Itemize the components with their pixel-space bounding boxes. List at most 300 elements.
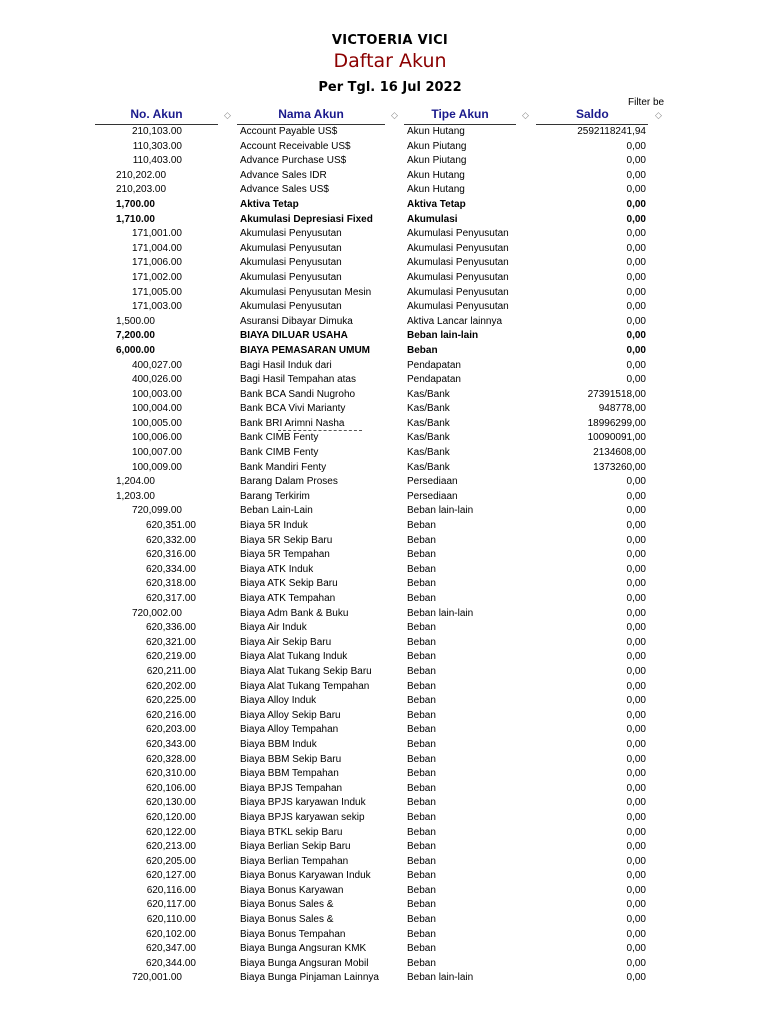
account-balance: 0,00 — [626, 768, 646, 780]
account-number: 620,213.00 — [145, 841, 196, 853]
account-name: Biaya BTKL sekip Baru — [240, 826, 343, 838]
account-number: 620,219.00 — [145, 651, 196, 663]
account-name: Biaya 5R Induk — [240, 520, 308, 532]
account-balance: 2134608,00 — [593, 447, 646, 459]
account-type: Beban — [407, 651, 436, 663]
account-type: Beban — [407, 884, 436, 896]
account-type: Beban — [407, 928, 436, 940]
account-name: Biaya Bonus Karyawan Induk — [240, 870, 371, 882]
table-row[interactable] — [0, 227, 768, 242]
account-type: Kas/Bank — [407, 447, 450, 459]
account-balance: 0,00 — [626, 578, 646, 590]
table-row[interactable] — [0, 154, 768, 169]
table-row[interactable] — [0, 592, 768, 607]
table-row[interactable] — [0, 183, 768, 198]
table-row[interactable] — [0, 504, 768, 519]
account-number: 400,027.00 — [131, 359, 182, 371]
account-balance: 0,00 — [626, 505, 646, 517]
table-row[interactable] — [0, 971, 768, 986]
account-balance: 0,00 — [626, 563, 646, 575]
account-type: Beban — [407, 593, 436, 604]
account-type: Beban — [407, 738, 436, 750]
account-type: Beban — [407, 943, 436, 955]
account-number: 620,122.00 — [145, 826, 196, 838]
account-number: 171,002.00 — [131, 271, 182, 283]
account-balance: 1373260,00 — [593, 461, 646, 473]
account-number: 620,310.00 — [145, 768, 196, 780]
account-number: 400,026.00 — [131, 374, 182, 386]
account-number: 171,003.00 — [131, 301, 182, 313]
account-balance: 0,00 — [626, 841, 646, 853]
account-number: 720,099.00 — [131, 505, 182, 517]
table-row[interactable] — [0, 753, 768, 768]
account-number: 1,700.00 — [116, 198, 155, 210]
account-name: Asuransi Dibayar Dimuka — [240, 315, 353, 327]
account-name: Biaya ATK Tempahan — [240, 593, 336, 604]
column-header-saldo-label: Saldo — [576, 107, 609, 121]
account-type: Akun Hutang — [407, 184, 465, 196]
table-row[interactable] — [0, 329, 768, 344]
account-name: Biaya 5R Tempahan — [240, 549, 330, 561]
table-row[interactable] — [0, 417, 768, 432]
account-balance: 0,00 — [626, 622, 646, 634]
account-type: Kas/Bank — [407, 403, 450, 415]
account-type: Beban — [407, 914, 436, 926]
account-balance: 0,00 — [626, 738, 646, 750]
table-row[interactable] — [0, 942, 768, 957]
account-name: Biaya Alloy Induk — [240, 695, 317, 707]
account-name: Akumulasi Penyusutan — [240, 242, 342, 254]
account-balance: 0,00 — [626, 972, 646, 984]
account-name: Bank CIMB Fenty — [240, 447, 319, 459]
account-type: Beban — [407, 826, 436, 838]
account-type: Beban — [407, 549, 436, 561]
account-number: 100,006.00 — [131, 432, 182, 444]
table-row[interactable] — [0, 286, 768, 301]
account-balance: 0,00 — [626, 534, 646, 546]
column-header-no-akun[interactable] — [95, 107, 218, 125]
account-balance: 0,00 — [626, 257, 646, 269]
account-name: Account Payable US$ — [240, 126, 338, 137]
account-number: 620,202.00 — [145, 680, 196, 692]
account-balance: 0,00 — [626, 884, 646, 896]
table-row[interactable] — [0, 169, 768, 184]
account-number: 100,005.00 — [131, 417, 182, 429]
table-row[interactable] — [0, 534, 768, 549]
column-header-tipe-akun[interactable] — [404, 107, 516, 125]
account-type: Beban — [407, 841, 436, 853]
table-row[interactable] — [0, 826, 768, 841]
account-name: BIAYA DILUAR USAHA — [240, 330, 348, 342]
account-number: 620,328.00 — [145, 753, 196, 765]
account-number: 620,344.00 — [145, 957, 196, 969]
account-balance: 0,00 — [626, 155, 646, 167]
account-number: 620,216.00 — [145, 709, 196, 721]
account-type: Kas/Bank — [407, 388, 450, 400]
account-number: 620,318.00 — [145, 578, 196, 590]
account-type: Kas/Bank — [407, 461, 450, 473]
account-balance: 0,00 — [626, 140, 646, 152]
table-row[interactable] — [0, 869, 768, 884]
account-balance: 0,00 — [626, 943, 646, 955]
account-balance: 948778,00 — [598, 403, 646, 415]
account-number: 100,004.00 — [131, 403, 182, 415]
account-balance: 0,00 — [626, 797, 646, 809]
account-number: 620,317.00 — [145, 593, 196, 604]
account-name: Advance Purchase US$ — [240, 155, 347, 167]
account-number: 100,007.00 — [131, 447, 182, 459]
table-row[interactable] — [0, 680, 768, 695]
account-number: 1,710.00 — [116, 213, 155, 225]
account-balance: 0,00 — [626, 855, 646, 867]
sort-icon[interactable]: ◇ — [224, 110, 231, 120]
table-row[interactable] — [0, 213, 768, 228]
account-balance: 0,00 — [626, 271, 646, 283]
account-name: Biaya Bonus Sales & — [240, 914, 334, 926]
account-number: 210,103.00 — [131, 126, 182, 137]
column-header-saldo[interactable] — [536, 107, 648, 125]
account-number: 620,351.00 — [145, 520, 196, 532]
sort-icon[interactable]: ◇ — [655, 110, 662, 120]
account-number: 620,211.00 — [146, 665, 196, 677]
account-type: Akumulasi Penyusutan — [407, 228, 509, 240]
account-balance: 0,00 — [626, 870, 646, 882]
table-row[interactable] — [0, 125, 768, 140]
table-row[interactable] — [0, 388, 768, 403]
account-number: 620,117.00 — [146, 899, 196, 911]
account-type: Beban lain-lain — [407, 972, 474, 984]
account-name: Biaya BBM Tempahan — [240, 768, 339, 780]
account-balance: 0,00 — [626, 549, 646, 561]
table-row[interactable] — [0, 344, 768, 359]
table-row[interactable] — [0, 431, 768, 446]
account-name: Biaya Bonus Tempahan — [240, 928, 346, 940]
account-number: 620,116.00 — [146, 884, 196, 896]
account-balance: 0,00 — [626, 169, 646, 181]
table-row[interactable] — [0, 665, 768, 680]
table-row[interactable] — [0, 256, 768, 271]
account-balance: 0,00 — [626, 344, 646, 356]
table-row[interactable] — [0, 475, 768, 490]
account-type: Akun Piutang — [407, 140, 467, 152]
table-row[interactable] — [0, 840, 768, 855]
account-type: Kas/Bank — [407, 417, 450, 429]
account-name: Biaya ATK Sekip Baru — [240, 578, 338, 590]
account-type: Beban — [407, 622, 436, 634]
account-name: Biaya Adm Bank & Buku — [240, 607, 349, 619]
account-type: Beban — [407, 899, 436, 911]
table-row[interactable] — [0, 738, 768, 753]
account-balance: 0,00 — [626, 301, 646, 313]
account-number: 620,130.00 — [145, 797, 196, 809]
account-balance: 0,00 — [626, 709, 646, 721]
account-number: 620,347.00 — [145, 943, 196, 955]
table-row[interactable] — [0, 811, 768, 826]
account-number: 171,005.00 — [131, 286, 182, 298]
account-type: Beban — [407, 534, 436, 546]
account-name: Aktiva Tetap — [240, 198, 299, 210]
account-type: Beban lain-lain — [407, 607, 474, 619]
column-header-nama-akun[interactable] — [237, 107, 385, 125]
account-name: Akumulasi Penyusutan — [240, 271, 342, 283]
account-number: 620,120.00 — [145, 811, 196, 823]
account-balance: 0,00 — [626, 665, 646, 677]
account-balance: 0,00 — [626, 928, 646, 940]
table-row[interactable] — [0, 373, 768, 388]
account-type: Pendapatan — [407, 374, 461, 386]
account-type: Akumulasi Penyusutan — [407, 257, 509, 269]
account-balance: 0,00 — [626, 242, 646, 254]
account-balance: 0,00 — [626, 695, 646, 707]
table-row[interactable] — [0, 519, 768, 534]
sort-icon[interactable]: ◇ — [522, 110, 529, 120]
table-row[interactable] — [0, 359, 768, 374]
account-name: Akumulasi Penyusutan Mesin — [240, 286, 372, 298]
account-number: 720,001.00 — [131, 972, 182, 984]
account-name: Biaya BBM Induk — [240, 738, 317, 750]
account-balance: 0,00 — [626, 914, 646, 926]
account-balance: 0,00 — [626, 198, 646, 210]
account-name: Bank CIMB Fenty — [240, 432, 319, 444]
table-row[interactable] — [0, 621, 768, 636]
account-balance: 10090091,00 — [587, 432, 646, 444]
account-number: 6,000.00 — [116, 344, 155, 356]
account-number: 110,403.00 — [132, 155, 182, 167]
account-name: Akumulasi Penyusutan — [240, 301, 342, 313]
account-type: Beban — [407, 563, 436, 575]
table-row[interactable] — [0, 723, 768, 738]
table-row[interactable] — [0, 563, 768, 578]
table-row[interactable] — [0, 913, 768, 928]
account-balance: 0,00 — [626, 315, 646, 327]
account-type: Akun Hutang — [407, 169, 465, 181]
account-name: Beban Lain-Lain — [240, 505, 313, 517]
account-balance: 0,00 — [626, 957, 646, 969]
table-row[interactable] — [0, 315, 768, 330]
account-name: Barang Dalam Proses — [240, 476, 338, 488]
account-balance: 0,00 — [626, 811, 646, 823]
column-header-nama-akun-label: Nama Akun — [278, 107, 344, 121]
account-name: Advance Sales US$ — [240, 184, 329, 196]
account-number: 100,009.00 — [131, 461, 182, 473]
column-header-no-akun-label: No. Akun — [130, 107, 183, 121]
table-row[interactable] — [0, 271, 768, 286]
account-type: Persediaan — [407, 476, 458, 488]
table-row[interactable] — [0, 694, 768, 709]
table-row[interactable] — [0, 577, 768, 592]
account-type: Beban — [407, 797, 436, 809]
account-name: Bank BCA Sandi Nugroho — [240, 388, 356, 400]
account-name: Biaya Bunga Angsuran KMK — [240, 943, 367, 955]
account-type: Akumulasi Penyusutan — [407, 286, 509, 298]
table-row[interactable] — [0, 607, 768, 622]
table-row[interactable] — [0, 855, 768, 870]
account-type: Beban — [407, 578, 436, 590]
account-balance: 0,00 — [626, 593, 646, 604]
account-balance: 0,00 — [626, 826, 646, 838]
account-name: Account Receivable US$ — [240, 140, 351, 152]
account-name: Biaya Bonus Sales & — [240, 899, 334, 911]
account-balance: 0,00 — [626, 680, 646, 692]
account-name: Akumulasi Penyusutan — [240, 228, 342, 240]
account-name: Akumulasi Penyusutan — [240, 257, 342, 269]
table-row[interactable] — [0, 490, 768, 505]
table-row[interactable] — [0, 300, 768, 315]
account-name: Biaya BPJS karyawan Induk — [240, 797, 366, 809]
company-name: VICTOERIA VICI — [331, 33, 449, 48]
account-name: Barang Terkirim — [240, 490, 310, 502]
table-row[interactable] — [0, 650, 768, 665]
report-title: Daftar Akun — [333, 50, 447, 72]
account-balance: 18996299,00 — [587, 417, 646, 429]
account-name: Biaya Alat Tukang Sekip Baru — [240, 665, 372, 677]
account-balance: 2592118241,94 — [577, 126, 646, 137]
account-name: Akumulasi Depresiasi Fixed — [240, 213, 373, 225]
account-type: Akumulasi Penyusutan — [407, 271, 509, 283]
account-name: Biaya Alat Tukang Tempahan — [240, 680, 370, 692]
account-list — [0, 125, 768, 986]
table-row[interactable] — [0, 898, 768, 913]
account-type: Akumulasi Penyusutan — [407, 301, 509, 313]
account-name: Biaya BBM Sekip Baru — [240, 753, 342, 765]
account-number: 100,003.00 — [131, 388, 182, 400]
account-balance: 0,00 — [626, 330, 646, 342]
account-name: Biaya 5R Sekip Baru — [240, 534, 333, 546]
account-type: Akun Piutang — [407, 155, 467, 167]
account-type: Beban lain-lain — [407, 330, 479, 342]
table-row[interactable] — [0, 242, 768, 257]
account-balance: 0,00 — [626, 651, 646, 663]
account-balance: 27391518,00 — [587, 388, 646, 400]
account-name: Bagi Hasil Tempahan atas — [240, 374, 356, 386]
account-name: Biaya Air Sekip Baru — [240, 636, 332, 648]
account-number: 620,205.00 — [145, 855, 196, 867]
table-row[interactable] — [0, 709, 768, 724]
account-name: BIAYA PEMASARAN UMUM — [240, 344, 371, 356]
account-name: Biaya Alloy Sekip Baru — [240, 709, 341, 721]
account-type: Beban lain-lain — [407, 505, 474, 517]
account-type: Beban — [407, 782, 436, 794]
account-balance: 0,00 — [626, 490, 646, 502]
table-row[interactable] — [0, 461, 768, 476]
account-balance: 0,00 — [626, 374, 646, 386]
table-row[interactable] — [0, 548, 768, 563]
table-row[interactable] — [0, 767, 768, 782]
account-balance: 0,00 — [626, 286, 646, 298]
account-balance: 0,00 — [626, 899, 646, 911]
account-name: Biaya BPJS karyawan sekip — [240, 811, 365, 823]
account-type: Kas/Bank — [407, 432, 450, 444]
account-number: 620,225.00 — [145, 695, 196, 707]
account-name: Biaya ATK Induk — [240, 563, 314, 575]
table-row[interactable] — [0, 884, 768, 899]
account-number: 620,106.00 — [145, 782, 196, 794]
account-type: Beban — [407, 724, 436, 736]
table-row[interactable] — [0, 198, 768, 213]
account-name: Bank BCA Vivi Marianty — [240, 403, 346, 415]
account-number: 210,202.00 — [116, 169, 167, 181]
table-row[interactable] — [0, 140, 768, 155]
account-balance: 0,00 — [626, 228, 646, 240]
account-number: 210,203.00 — [116, 184, 167, 196]
account-number: 620,343.00 — [145, 738, 196, 750]
account-number: 720,002.00 — [131, 607, 182, 619]
account-name: Biaya Berlian Tempahan — [240, 855, 349, 867]
account-type: Beban — [407, 768, 436, 780]
account-name: Biaya Bonus Karyawan — [240, 884, 344, 896]
text-underline-mark — [278, 430, 362, 431]
account-name: Biaya Air Induk — [240, 622, 307, 634]
account-balance: 0,00 — [626, 782, 646, 794]
account-type: Beban — [407, 957, 436, 969]
account-number: 1,500.00 — [116, 315, 155, 327]
account-type: Akumulasi Penyusutan — [407, 242, 509, 254]
report-date: Per Tgl. 16 Jul 2022 — [318, 80, 462, 95]
account-type: Akumulasi — [407, 213, 458, 225]
account-number: 620,110.00 — [146, 914, 196, 926]
account-number: 171,001.00 — [131, 228, 182, 240]
filter-label[interactable]: Filter be — [628, 97, 665, 108]
sort-icon[interactable]: ◇ — [391, 110, 398, 120]
table-row[interactable] — [0, 796, 768, 811]
account-type: Beban — [407, 344, 438, 356]
account-type: Beban — [407, 665, 436, 677]
account-number: 620,334.00 — [145, 563, 196, 575]
table-row[interactable] — [0, 402, 768, 417]
table-row[interactable] — [0, 636, 768, 651]
table-row[interactable] — [0, 928, 768, 943]
account-type: Akun Hutang — [407, 126, 465, 137]
table-row[interactable] — [0, 782, 768, 797]
account-name: Biaya Bunga Angsuran Mobil — [240, 957, 369, 969]
account-number: 171,006.00 — [131, 257, 182, 269]
account-number: 620,127.00 — [145, 870, 196, 882]
account-type: Beban — [407, 520, 436, 532]
account-number: 7,200.00 — [116, 330, 155, 342]
account-name: Bank Mandiri Fenty — [240, 461, 327, 473]
account-number: 171,004.00 — [131, 242, 182, 254]
account-name: Bank BRI Arimni Nasha — [240, 417, 345, 429]
account-name: Biaya BPJS Tempahan — [240, 782, 343, 794]
account-number: 110,303.00 — [132, 140, 182, 152]
account-balance: 0,00 — [626, 184, 646, 196]
account-number: 620,336.00 — [145, 622, 196, 634]
account-number: 1,204.00 — [116, 476, 155, 488]
account-number: 620,102.00 — [145, 928, 196, 940]
account-name: Biaya Alloy Tempahan — [240, 724, 339, 736]
account-number: 1,203.00 — [116, 490, 155, 502]
account-type: Beban — [407, 709, 436, 721]
column-header-tipe-akun-label: Tipe Akun — [431, 107, 489, 121]
account-balance: 0,00 — [626, 476, 646, 488]
account-type: Persediaan — [407, 490, 458, 502]
account-balance: 0,00 — [626, 724, 646, 736]
account-type: Beban — [407, 753, 436, 765]
account-balance: 0,00 — [626, 359, 646, 371]
account-type: Beban — [407, 680, 436, 692]
account-number: 620,332.00 — [145, 534, 196, 546]
account-name: Bagi Hasil Induk dari — [240, 359, 332, 371]
table-row[interactable] — [0, 446, 768, 461]
account-type: Aktiva Tetap — [407, 198, 466, 210]
account-balance: 0,00 — [626, 213, 646, 225]
account-type: Beban — [407, 811, 436, 823]
account-number: 620,203.00 — [145, 724, 196, 736]
account-number: 620,321.00 — [145, 636, 196, 648]
table-row[interactable] — [0, 957, 768, 972]
account-name: Biaya Alat Tukang Induk — [240, 651, 348, 663]
account-balance: 0,00 — [626, 520, 646, 532]
